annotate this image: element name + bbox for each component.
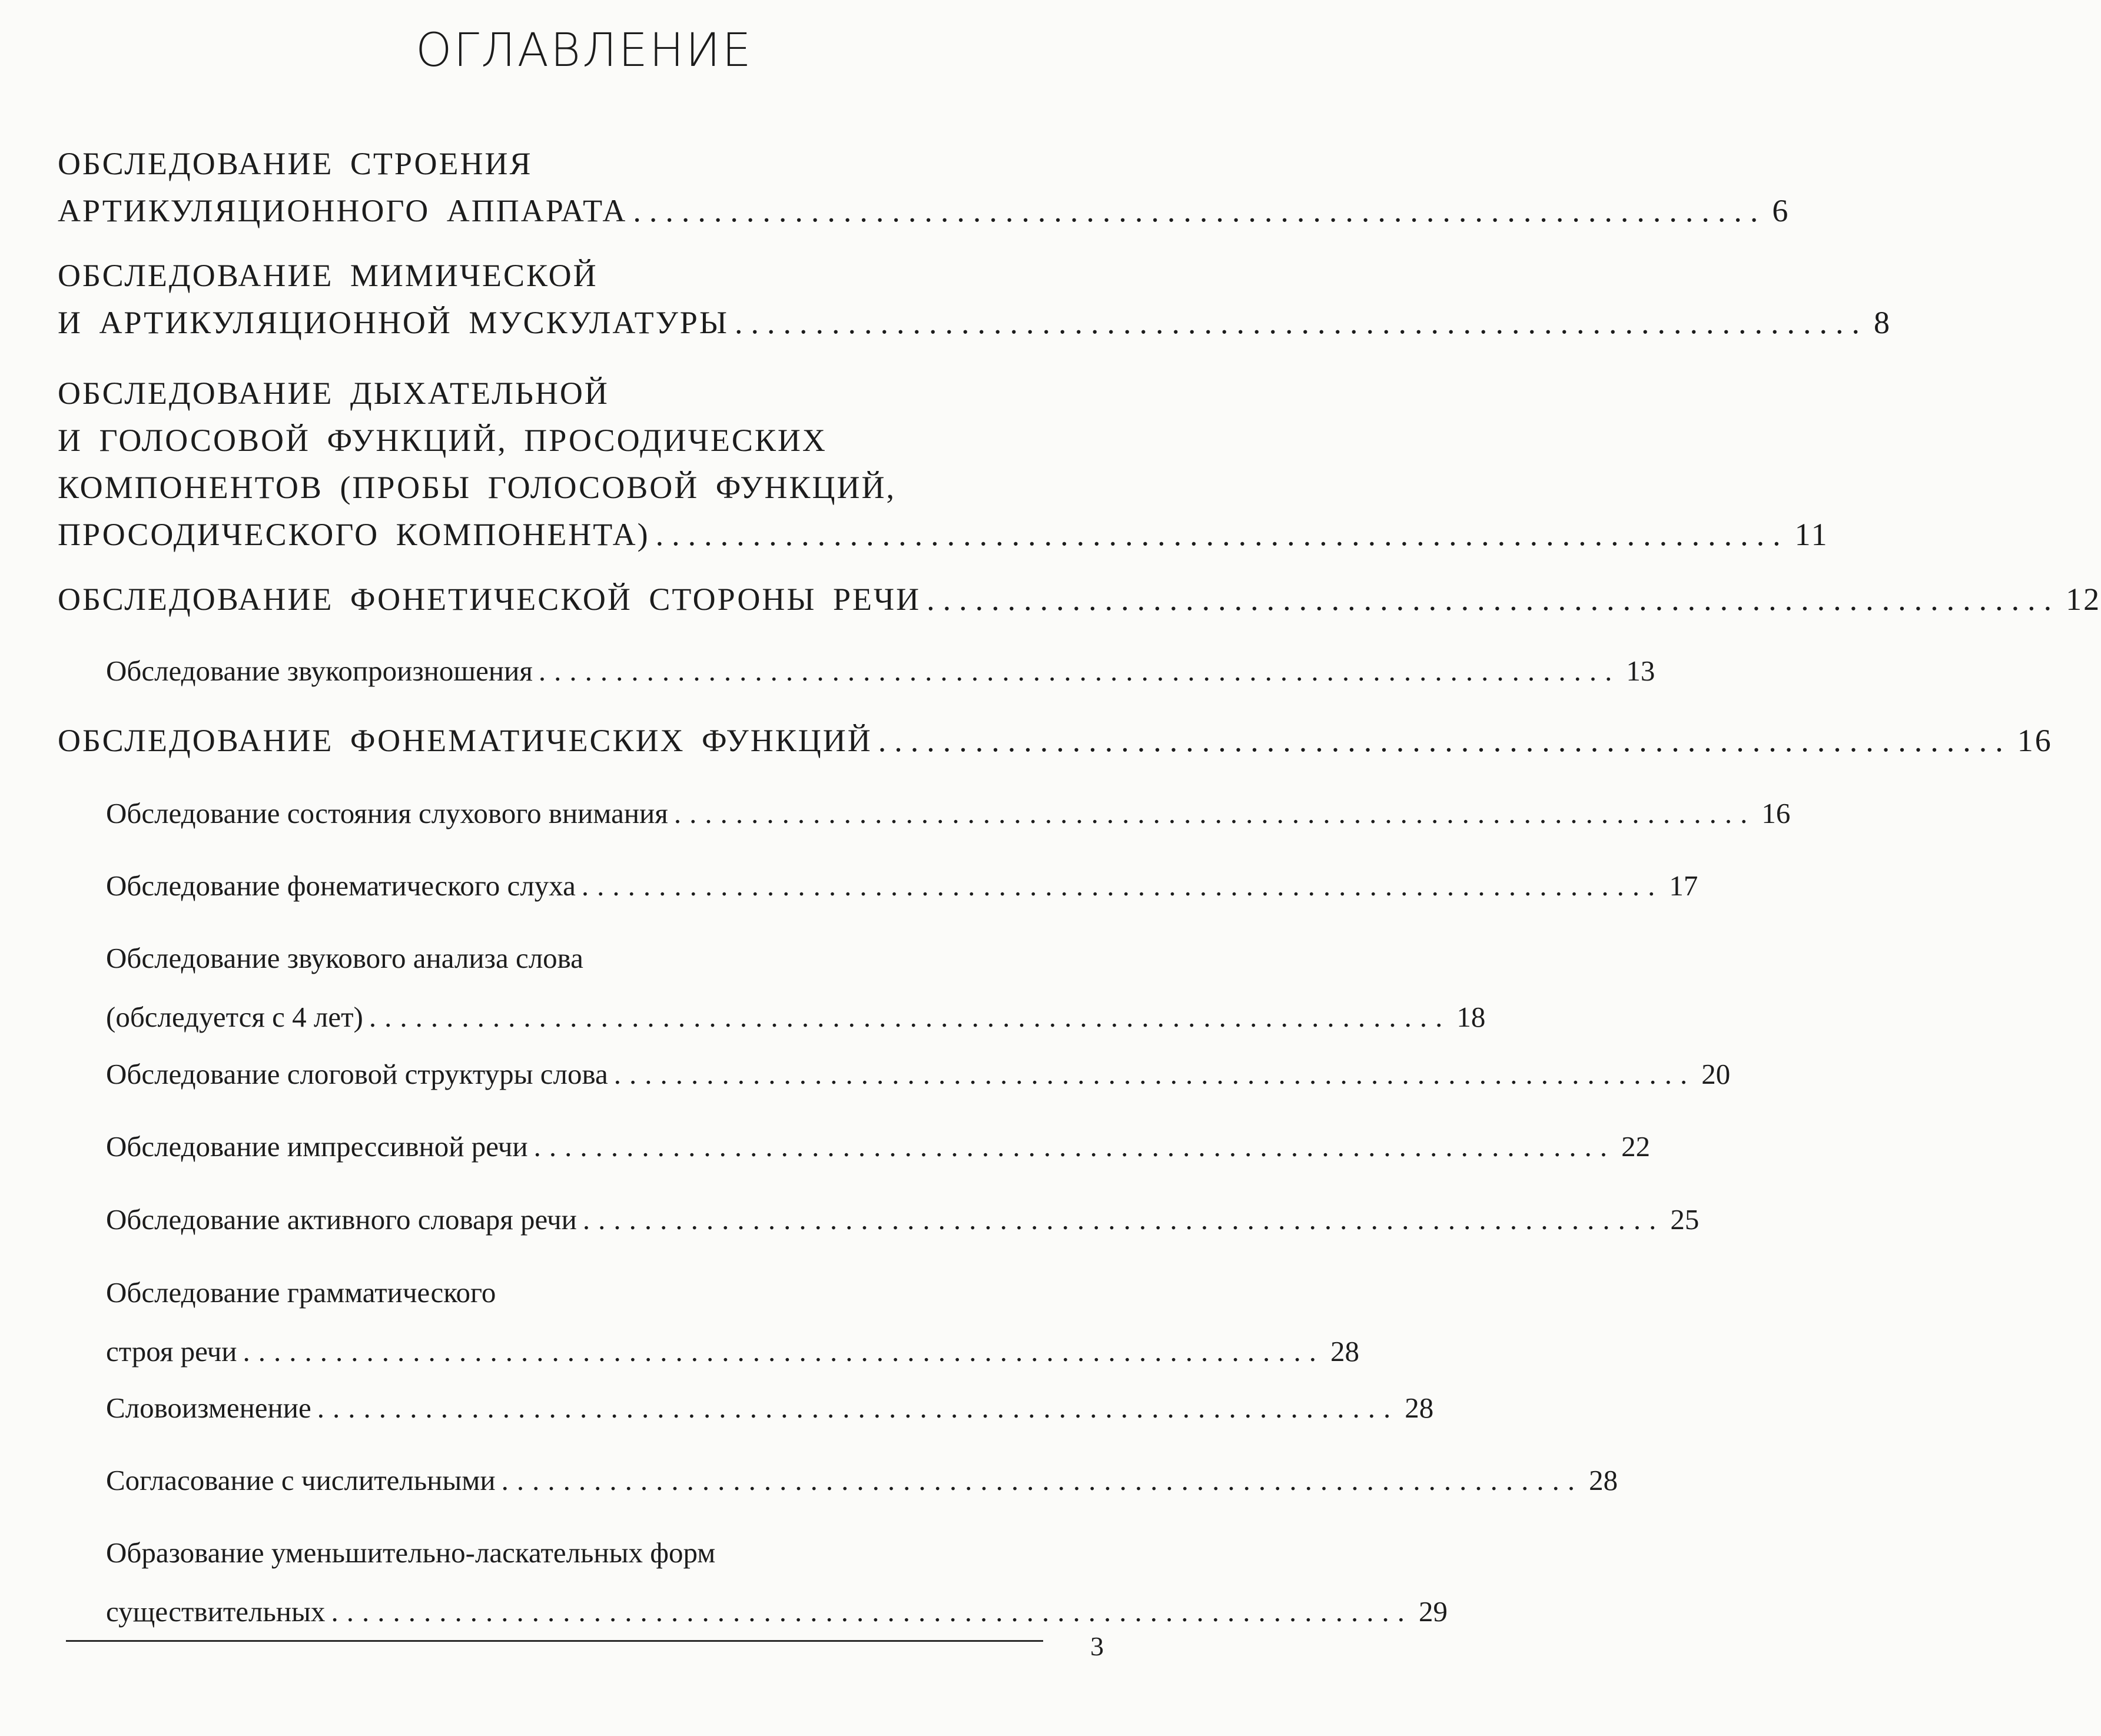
dot-leader: ......................................................................: [581, 869, 1664, 902]
toc-entry: [106, 857, 1698, 915]
dot-leader: ......................................................................: [331, 1595, 1413, 1628]
dot-leader: ......................................................................: [734, 305, 1868, 340]
toc-entry: [58, 576, 2101, 623]
toc-page-number: 6: [1772, 193, 1790, 228]
toc-entry-line: ОБСЛЕДОВАНИЕ ДЫХАТЕЛЬНОЙ: [58, 376, 609, 411]
toc-entry-line: ОБСЛЕДОВАНИЕ МИМИЧЕСКОЙ: [58, 258, 598, 293]
toc-page-number: 22: [1621, 1130, 1651, 1163]
toc-entry-line: Обследование фонематического слуха: [106, 869, 576, 902]
toc-entry: [58, 252, 1891, 346]
toc-entry-line: Обследование состояния слухового внимания: [106, 797, 668, 829]
toc-entry-line: Образование уменьшительно-ласкательных форм: [106, 1536, 716, 1569]
dot-leader: ......................................................................: [633, 193, 1767, 228]
toc-entry: [106, 1117, 1651, 1176]
dot-leader: ......................................................................: [243, 1335, 1325, 1367]
toc-page-number: 25: [1670, 1203, 1700, 1236]
dot-leader: ......................................................................: [533, 1130, 1616, 1163]
dot-leader: ......................................................................: [655, 517, 1789, 552]
toc-page-number: 28: [1330, 1335, 1360, 1367]
toc-page-number: 11: [1794, 517, 1829, 552]
toc-page-number: 17: [1669, 869, 1698, 902]
toc-page-number: 20: [1701, 1058, 1731, 1090]
toc-entry: [58, 717, 2053, 764]
toc-entry: [106, 1379, 1434, 1438]
toc-entry-line: строя речи: [106, 1335, 237, 1367]
footer-rule: [66, 1640, 1043, 1642]
dot-leader: ......................................................................: [673, 797, 1756, 829]
toc-entry: [58, 370, 1829, 558]
toc-entry-line: И ГОЛОСОВОЙ ФУНКЦИЙ, ПРОСОДИЧЕСКИХ: [58, 423, 827, 458]
toc-entry-line: существительных: [106, 1595, 326, 1628]
toc-entry-line: КОМПОНЕНТОВ (ПРОБЫ ГОЛОСОВОЙ ФУНКЦИЙ,: [58, 470, 896, 505]
toc-entry-line: Обследование грамматического: [106, 1276, 496, 1309]
toc-entry: [106, 1451, 1618, 1510]
toc-entry-line: Обследование импрессивной речи: [106, 1130, 528, 1163]
dot-leader: ......................................................................: [538, 655, 1621, 687]
toc-page-number: 28: [1405, 1392, 1434, 1424]
dot-leader: ......................................................................: [582, 1203, 1665, 1236]
dot-leader: ......................................................................: [613, 1058, 1696, 1090]
toc-entry-line: Словоизменение: [106, 1392, 311, 1424]
dot-leader: ......................................................................: [927, 582, 2060, 617]
toc-page-number: 16: [2017, 723, 2053, 758]
toc-entry: [106, 1263, 1360, 1381]
toc-entry: [106, 1190, 1700, 1249]
toc-entry: [58, 140, 1790, 234]
dot-leader: ......................................................................: [317, 1392, 1399, 1424]
toc-entry-line: Обследование звукопроизношения: [106, 655, 533, 687]
toc-page-number: 28: [1589, 1464, 1618, 1496]
toc-entry-line: Обследование активного словаря речи: [106, 1203, 577, 1236]
toc-page-number: 18: [1456, 1001, 1486, 1033]
toc-entry-line: ОБСЛЕДОВАНИЕ ФОНЕМАТИЧЕСКИХ ФУНКЦИЙ: [58, 723, 872, 758]
toc-entry: [106, 784, 1791, 843]
toc-page-number: 12: [2066, 582, 2101, 617]
toc-entry: [106, 1045, 1731, 1104]
toc-page-number: 8: [1873, 305, 1891, 340]
toc-page-number: 13: [1626, 655, 1655, 687]
toc-entry-line: (обследуется с 4 лет): [106, 1001, 363, 1033]
dot-leader: ......................................................................: [878, 723, 2012, 758]
toc-entry: [106, 642, 1655, 701]
page-title: ОГЛАВЛЕНИЕ: [416, 24, 753, 77]
toc-entry-line: Обследование звукового анализа слова: [106, 942, 583, 974]
toc-entry: [106, 929, 1486, 1047]
toc-entry-line: Обследование слоговой структуры слова: [106, 1058, 608, 1090]
toc-entry-line: Согласование с числительными: [106, 1464, 496, 1496]
toc-page-number: 29: [1418, 1595, 1448, 1628]
toc-entry-line: ОБСЛЕДОВАНИЕ ФОНЕТИЧЕСКОЙ СТОРОНЫ РЕЧИ: [58, 582, 921, 617]
toc-page-number: 16: [1761, 797, 1791, 829]
dot-leader: ......................................................................: [369, 1001, 1451, 1033]
toc-entry-line: ОБСЛЕДОВАНИЕ СТРОЕНИЯ: [58, 146, 533, 181]
toc-entry-line: И АРТИКУЛЯЦИОННОЙ МУСКУЛАТУРЫ: [58, 305, 729, 340]
toc-entry-line: АРТИКУЛЯЦИОННОГО АППАРАТА: [58, 193, 628, 228]
dot-leader: ......................................................................: [501, 1464, 1584, 1496]
toc-entry: [106, 1523, 1448, 1641]
toc-entry-line: ПРОСОДИЧЕСКОГО КОМПОНЕНТА): [58, 517, 650, 552]
page-number: 3: [1090, 1631, 1104, 1661]
